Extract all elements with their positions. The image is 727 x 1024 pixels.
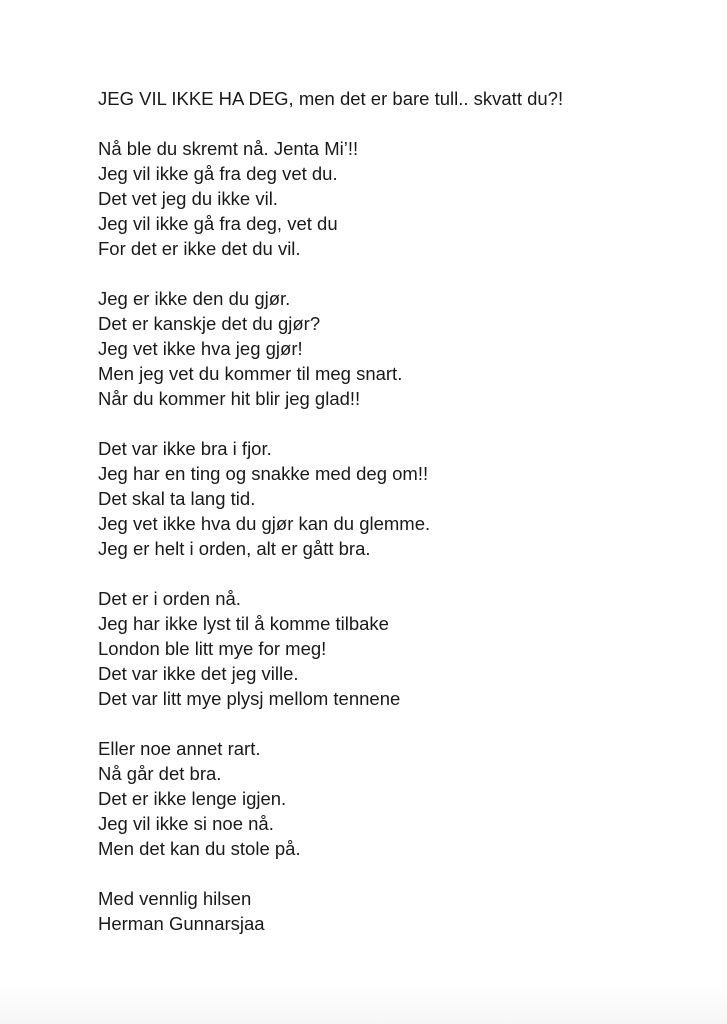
stanza-5 — [98, 736, 698, 861]
stanza-2 — [98, 286, 698, 411]
poem-line: Nå går det bra. — [98, 763, 222, 784]
poem-line: Jeg vil ikke gå fra deg vet du. — [98, 163, 338, 184]
poem-line: Jeg er helt i orden, alt er gått bra. — [98, 538, 371, 559]
poem-line: Det vet jeg du ikke vil. — [98, 188, 278, 209]
poem-line: Det er ikke lenge igjen. — [98, 788, 287, 809]
poem-line: Jeg har en ting og snakke med deg om!! — [98, 463, 429, 484]
poem-line: Men det kan du stole på. — [98, 838, 301, 859]
poem-line: Det var ikke bra i fjor. — [98, 438, 272, 459]
poem-title: JEG VIL IKKE HA DEG, men det er bare tull.. skvatt du?! — [98, 88, 564, 109]
poem-line: For det er ikke det du vil. — [98, 238, 301, 259]
poem-line: Det er i orden nå. — [98, 588, 241, 609]
poem-line: Jeg vet ikke hva jeg gjør! — [98, 338, 303, 359]
poem-line: Når du kommer hit blir jeg glad!! — [98, 388, 361, 409]
poem-line: Jeg er ikke den du gjør. — [98, 288, 291, 309]
poem-line: Det skal ta lang tid. — [98, 488, 256, 509]
poem-line: Jeg vet ikke hva du gjør kan du glemme. — [98, 513, 431, 534]
stanza-1 — [98, 136, 698, 261]
poem-line: Det var ikke det jeg ville. — [98, 663, 299, 684]
poem-line: Det er kanskje det du gjør? — [98, 313, 321, 334]
author-name: Herman Gunnarsjaa — [98, 913, 265, 934]
poem-line: Jeg vil ikke gå fra deg, vet du — [98, 213, 338, 234]
stanza-4 — [98, 586, 698, 711]
poem-line: Eller noe annet rart. — [98, 738, 261, 759]
signature-block — [98, 886, 698, 936]
poem-line: Nå ble du skremt nå. Jenta Mi’!! — [98, 138, 359, 159]
document-body — [98, 86, 698, 961]
closing-salutation: Med vennlig hilsen — [98, 888, 252, 909]
poem-line: Det var litt mye plysj mellom tennene — [98, 688, 401, 709]
poem-line: Jeg har ikke lyst til å komme tilbake — [98, 613, 389, 634]
poem-line: Jeg vil ikke si noe nå. — [98, 813, 274, 834]
stanza-3 — [98, 436, 698, 561]
poem-line: Men jeg vet du kommer til meg snart. — [98, 363, 403, 384]
poem-line: London ble litt mye for meg! — [98, 638, 327, 659]
